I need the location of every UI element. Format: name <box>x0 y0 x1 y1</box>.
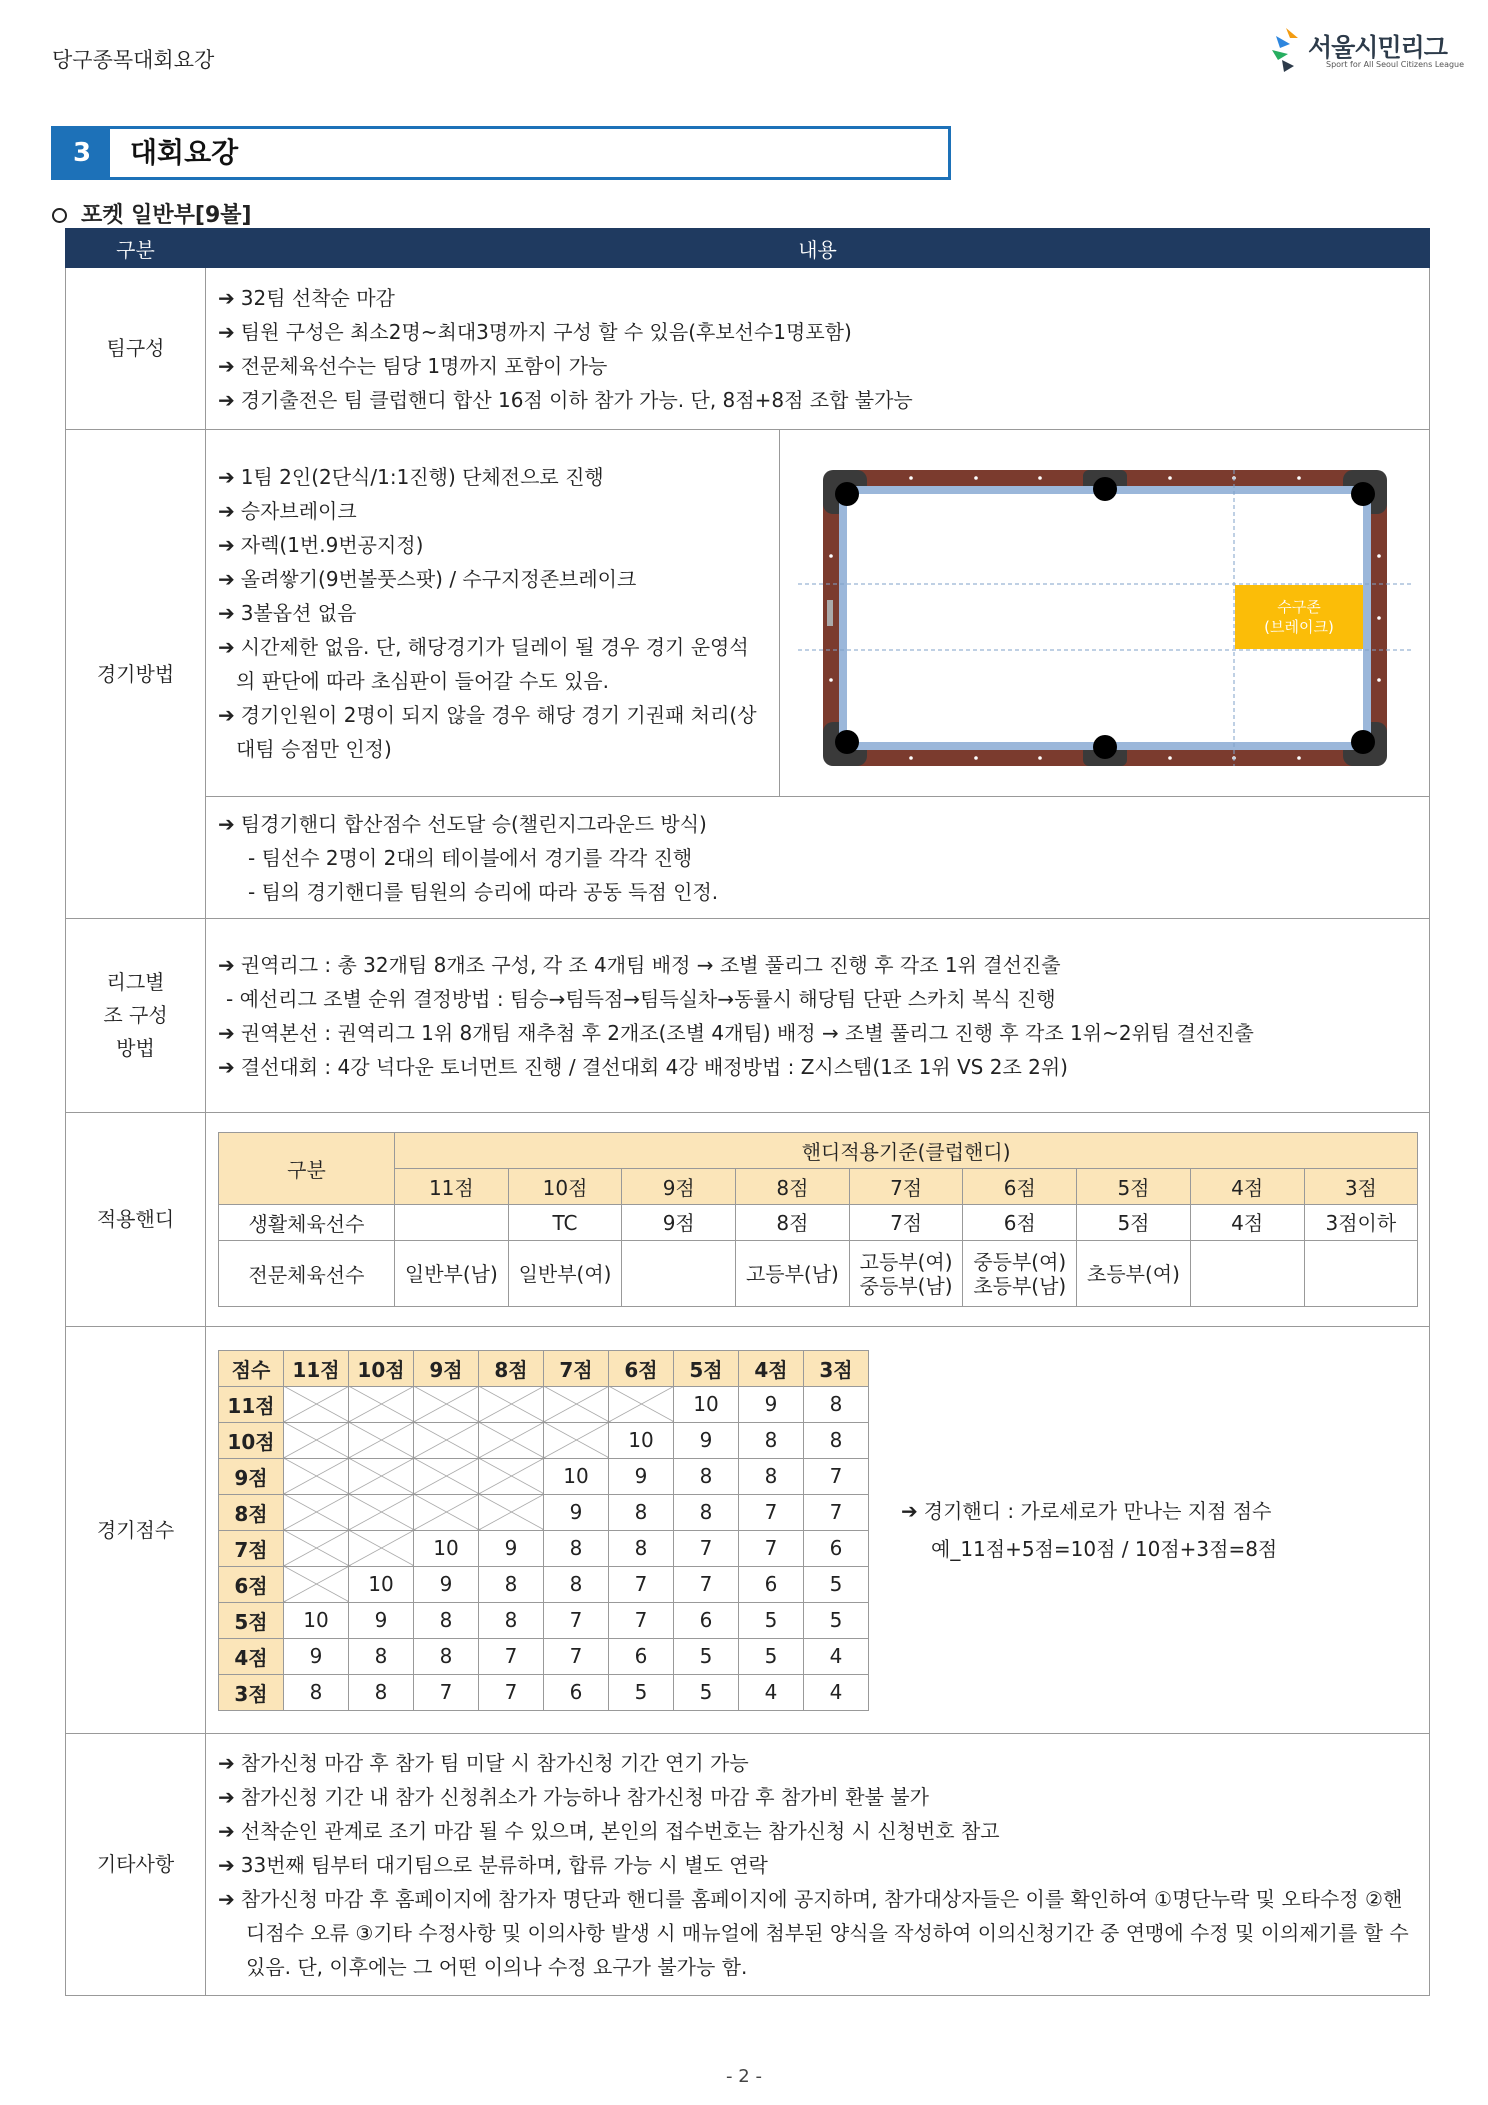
page-number: - 2 - <box>726 2066 762 2087</box>
arrow-icon: ➔ <box>218 567 235 591</box>
score-cell: 5 <box>674 1674 739 1710</box>
score-cell-na <box>479 1458 544 1494</box>
arrow-icon: ➔ <box>218 811 235 836</box>
row-league <box>66 919 1430 1113</box>
score-row <box>219 1674 869 1710</box>
handicap-cell: 8점 <box>736 1205 850 1241</box>
score-cell-na <box>479 1494 544 1530</box>
arrow-icon: ➔ <box>218 465 235 489</box>
score-cell-na <box>284 1422 349 1458</box>
diamond <box>1297 476 1301 480</box>
method-extra-list <box>218 807 1429 909</box>
category-etc: 기타사항 <box>66 1734 206 1996</box>
score-cell-na <box>609 1386 674 1422</box>
arrow-icon: ➔ <box>218 601 235 625</box>
score-cell: 9 <box>544 1494 609 1530</box>
pocket-tr <box>1351 482 1375 506</box>
handicap-row-label: 생활체육선수 <box>219 1205 395 1241</box>
diamond <box>1038 756 1042 760</box>
section-number: 3 <box>54 129 110 177</box>
list-item: ➔ 승자브레이크 <box>218 499 357 523</box>
list-item: ➔ 팀원 구성은 최소2명~최대3명까지 구성 할 수 있음(후보선수1명포함) <box>218 319 852 344</box>
score-cell: 8 <box>349 1674 414 1710</box>
document-header-title: 당구종목대회요강 <box>52 48 215 72</box>
header-category: 구분 <box>66 229 206 268</box>
handicap-cell: 3점이하 <box>1304 1205 1418 1241</box>
score-row <box>219 1566 869 1602</box>
score-row-header: 6점 <box>219 1566 284 1602</box>
score-cell-na <box>349 1458 414 1494</box>
score-cell: 10 <box>674 1386 739 1422</box>
handicap-cell <box>1190 1241 1304 1307</box>
score-row-header: 7점 <box>219 1530 284 1566</box>
league-list <box>218 948 1429 1084</box>
diamond <box>1168 476 1172 480</box>
diamond <box>1377 616 1381 620</box>
handicap-row-amateur <box>219 1205 1418 1241</box>
score-cell: 7 <box>804 1494 869 1530</box>
score-cell-na <box>479 1386 544 1422</box>
row-method-extra <box>66 797 1430 919</box>
rail-label <box>827 600 833 626</box>
logo-text: 서울시민리그 <box>1308 33 1447 62</box>
category-method: 경기방법 <box>66 430 206 919</box>
score-cell-na <box>284 1386 349 1422</box>
score-note-rule: 경기핸디 : 가로세로가 만나는 지점 점수 <box>923 1499 1272 1523</box>
arrow-icon: ➔ <box>218 952 235 977</box>
handicap-score-header: 7점 <box>849 1169 963 1205</box>
list-item: ➔ 시간제한 없음. 단, 해당경기가 딜레이 될 경우 경기 운영석의 판단에 따라 초심판이 들어갈 수도 있음. <box>218 635 749 693</box>
score-cell-na <box>284 1494 349 1530</box>
handicap-score-header: 5점 <box>1077 1169 1191 1205</box>
score-cell: 8 <box>544 1566 609 1602</box>
score-cell: 10 <box>609 1422 674 1458</box>
score-cell: 9 <box>674 1422 739 1458</box>
row-handicap <box>66 1113 1430 1327</box>
diamond <box>1377 678 1381 682</box>
diamond <box>909 476 913 480</box>
pocket-tm <box>1093 477 1117 501</box>
handicap-cell: 초등부(여) <box>1077 1241 1191 1307</box>
list-item: ➔ 32팀 선착순 마감 <box>218 285 395 310</box>
score-row <box>219 1422 869 1458</box>
score-cell: 4 <box>739 1674 804 1710</box>
score-cell: 6 <box>739 1566 804 1602</box>
score-cell: 9 <box>479 1530 544 1566</box>
arrow-icon: ➔ <box>218 285 235 310</box>
pocket-bl <box>835 730 859 754</box>
handicap-corner: 구분 <box>219 1133 395 1205</box>
score-corner: 점수 <box>219 1350 284 1386</box>
diamond <box>974 476 978 480</box>
score-cell-na <box>544 1386 609 1422</box>
rules-table <box>65 228 1430 1996</box>
score-cell-na <box>414 1458 479 1494</box>
score-cell: 5 <box>674 1638 739 1674</box>
score-row-header: 10점 <box>219 1422 284 1458</box>
score-cell: 8 <box>609 1494 674 1530</box>
score-col-header: 8점 <box>479 1350 544 1386</box>
score-col-header: 6점 <box>609 1350 674 1386</box>
score-cell: 5 <box>609 1674 674 1710</box>
handicap-cell <box>622 1241 736 1307</box>
score-cell: 9 <box>739 1386 804 1422</box>
score-col-header: 11점 <box>284 1350 349 1386</box>
arrow-icon: ➔ <box>218 1054 235 1079</box>
score-cell: 8 <box>804 1422 869 1458</box>
score-cell: 8 <box>674 1458 739 1494</box>
row-etc <box>66 1734 1430 1996</box>
arrow-icon: ➔ <box>901 1499 918 1523</box>
score-cell: 5 <box>804 1566 869 1602</box>
diamond <box>1038 476 1042 480</box>
score-cell: 8 <box>674 1494 739 1530</box>
score-cell: 8 <box>284 1674 349 1710</box>
score-cell: 8 <box>804 1386 869 1422</box>
score-cell: 8 <box>479 1602 544 1638</box>
score-cell: 10 <box>349 1566 414 1602</box>
diamond <box>1297 756 1301 760</box>
score-row <box>219 1638 869 1674</box>
league-logo <box>1268 26 1465 74</box>
list-item: ➔ 결선대회 : 4강 넉다운 토너먼트 진행 / 결선대회 4강 배정방법 : Z시스템(1조 1위 VS 2조 2위) <box>218 1054 1068 1079</box>
score-cell-na <box>349 1494 414 1530</box>
section-title: 대회요강 <box>130 136 239 169</box>
score-cell: 6 <box>674 1602 739 1638</box>
arrow-icon: ➔ <box>218 353 235 378</box>
list-item: - 예선리그 조별 순위 결정방법 : 팀승→팀득점→팀득실차→동률시 해당팀 단판 스카치 복식 진행 <box>226 986 1056 1011</box>
handicap-cell: 7점 <box>849 1205 963 1241</box>
logo-subtitle: Sport for All Seoul Citizens League <box>1326 60 1465 69</box>
score-cell: 7 <box>804 1458 869 1494</box>
handicap-cell: 5점 <box>1077 1205 1191 1241</box>
score-col-header: 9점 <box>414 1350 479 1386</box>
break-zone-label-2: (브레이크) <box>1264 618 1334 636</box>
arrow-icon: ➔ <box>218 703 235 727</box>
handicap-table <box>218 1132 1418 1307</box>
row-team <box>66 268 1430 430</box>
score-cell-na <box>544 1422 609 1458</box>
team-list <box>218 281 1429 417</box>
score-cell: 8 <box>349 1638 414 1674</box>
list-item: ➔ 참가신청 마감 후 홈페이지에 참가자 명단과 핸디를 홈페이지에 공지하며, 참가대상자들은 이를 확인하여 ①명단누락 및 오타수정 ②핸디점수 오류 ③기타 수정사항 및 이의사항 발생 시 매뉴얼에 첨부된 양식을 작성하여 이의신청기간 중 연맹에 수정 및 이의제기를 할 수 있음. 단, 이후에는 그 어떤 이의나 수정 요구가 불가능 함. <box>218 1886 1409 1979</box>
score-row <box>219 1386 869 1422</box>
score-row-header: 3점 <box>219 1674 284 1710</box>
list-item: ➔ 자렉(1번.9번공지정) <box>218 533 424 557</box>
score-cell-na <box>284 1530 349 1566</box>
handicap-row-label: 전문체육선수 <box>219 1241 395 1307</box>
category-team: 팀구성 <box>66 268 206 430</box>
score-matrix <box>218 1350 869 1711</box>
handicap-cell: 6점 <box>963 1205 1077 1241</box>
handicap-score-header: 8점 <box>736 1169 850 1205</box>
score-cell: 6 <box>544 1674 609 1710</box>
score-cell: 7 <box>479 1638 544 1674</box>
score-cell: 6 <box>804 1530 869 1566</box>
score-cell: 7 <box>544 1602 609 1638</box>
score-cell-na <box>414 1386 479 1422</box>
score-cell: 7 <box>609 1566 674 1602</box>
score-cell: 9 <box>284 1638 349 1674</box>
score-cell: 10 <box>284 1602 349 1638</box>
score-cell-na <box>284 1566 349 1602</box>
diamond <box>1377 554 1381 558</box>
score-cell: 8 <box>609 1530 674 1566</box>
etc-list <box>218 1746 1421 1984</box>
arrow-icon: ➔ <box>218 1852 235 1877</box>
score-cell: 8 <box>414 1602 479 1638</box>
handicap-cell: 4점 <box>1190 1205 1304 1241</box>
arrow-icon: ➔ <box>218 319 235 344</box>
handicap-score-header: 9점 <box>622 1169 736 1205</box>
score-cell: 7 <box>414 1674 479 1710</box>
score-cell: 9 <box>349 1602 414 1638</box>
diamond <box>974 756 978 760</box>
header-content: 내용 <box>206 229 1430 268</box>
score-col-header: 4점 <box>739 1350 804 1386</box>
score-cell: 5 <box>739 1602 804 1638</box>
score-cell-na <box>284 1458 349 1494</box>
handicap-cell <box>1304 1241 1418 1307</box>
list-item: - 팀의 경기핸디를 팀원의 승리에 따라 공동 득점 인정. <box>248 879 719 904</box>
score-row-header: 8점 <box>219 1494 284 1530</box>
score-cell-na <box>414 1422 479 1458</box>
list-item: - 팀선수 2명이 2대의 테이블에서 경기를 각각 진행 <box>248 845 693 870</box>
handicap-cell: 중등부(여) 초등부(남) <box>963 1241 1077 1307</box>
category-handicap: 적용핸디 <box>66 1113 206 1327</box>
score-cell: 7 <box>674 1566 739 1602</box>
handicap-cell: 일반부(여) <box>508 1241 622 1307</box>
pool-table-diagram <box>780 430 1430 796</box>
score-cell-na <box>479 1422 544 1458</box>
arrow-icon: ➔ <box>218 1750 235 1775</box>
category-league: 리그별 조 구성 방법 <box>66 919 206 1113</box>
handicap-score-header: 10점 <box>508 1169 622 1205</box>
score-cell: 6 <box>609 1638 674 1674</box>
score-cell: 4 <box>804 1638 869 1674</box>
score-cell: 8 <box>739 1422 804 1458</box>
score-cell: 8 <box>739 1458 804 1494</box>
score-row <box>219 1494 869 1530</box>
handicap-cell <box>395 1205 509 1241</box>
score-cell: 7 <box>609 1602 674 1638</box>
sub-heading-text: 포켓 일반부[9볼] <box>81 203 252 228</box>
diamond <box>909 756 913 760</box>
row-scoring <box>66 1327 1430 1734</box>
score-row-header: 4점 <box>219 1638 284 1674</box>
handicap-score-header: 11점 <box>395 1169 509 1205</box>
list-item: ➔ 참가신청 마감 후 참가 팀 미달 시 참가신청 기간 연기 가능 <box>218 1750 749 1775</box>
score-row <box>219 1602 869 1638</box>
score-row-header: 5점 <box>219 1602 284 1638</box>
score-cell: 8 <box>414 1638 479 1674</box>
list-item: ➔ 경기인원이 2명이 되지 않을 경우 해당 경기 기권패 처리(상대팀 승점만 인정) <box>218 703 757 761</box>
handicap-score-header: 4점 <box>1190 1169 1304 1205</box>
pocket-br <box>1351 730 1375 754</box>
handicap-cell: TC <box>508 1205 622 1241</box>
arrow-icon: ➔ <box>218 387 235 412</box>
pocket-tl <box>835 482 859 506</box>
score-cell: 8 <box>479 1566 544 1602</box>
score-cell: 9 <box>609 1458 674 1494</box>
handicap-cell: 9점 <box>622 1205 736 1241</box>
score-col-header: 7점 <box>544 1350 609 1386</box>
score-cell: 7 <box>739 1494 804 1530</box>
score-note <box>901 1492 1277 1568</box>
diamond <box>829 678 833 682</box>
handicap-row-pro <box>219 1241 1418 1307</box>
arrow-icon: ➔ <box>218 1020 235 1045</box>
score-row-header: 11점 <box>219 1386 284 1422</box>
score-cell: 7 <box>544 1638 609 1674</box>
score-note-example: 예_11점+5점=10점 / 10점+3점=8점 <box>931 1537 1278 1561</box>
score-cell-na <box>414 1494 479 1530</box>
score-cell: 7 <box>739 1530 804 1566</box>
score-cell: 5 <box>804 1602 869 1638</box>
handicap-score-row <box>219 1169 1418 1205</box>
score-cell: 8 <box>544 1530 609 1566</box>
break-zone-label-1: 수구존 <box>1277 598 1321 616</box>
method-list <box>218 460 767 766</box>
list-item: ➔ 33번째 팀부터 대기팀으로 분류하며, 합류 가능 시 별도 연락 <box>218 1852 768 1877</box>
handicap-score-header: 6점 <box>963 1169 1077 1205</box>
score-col-header: 3점 <box>804 1350 869 1386</box>
score-col-header: 10점 <box>349 1350 414 1386</box>
circle-bullet-icon <box>52 208 67 223</box>
list-item: ➔ 올려쌓기(9번볼풋스팟) / 수구지정존브레이크 <box>218 567 637 591</box>
handicap-title: 핸디적용기준(클럽핸디) <box>395 1133 1418 1169</box>
score-cell-na <box>349 1386 414 1422</box>
handicap-score-header: 3점 <box>1304 1169 1418 1205</box>
list-item: ➔ 경기출전은 팀 클럽핸디 합산 16점 이하 참가 가능. 단, 8점+8점 조합 불가능 <box>218 387 913 412</box>
pocket-bm <box>1093 735 1117 759</box>
list-item: ➔ 전문체육선수는 팀당 1명까지 포함이 가능 <box>218 353 608 378</box>
score-cell: 7 <box>674 1530 739 1566</box>
score-cell: 5 <box>739 1638 804 1674</box>
arrow-icon: ➔ <box>218 533 235 557</box>
score-cell: 10 <box>414 1530 479 1566</box>
logo-mark-icon <box>1268 26 1302 74</box>
score-col-header: 5점 <box>674 1350 739 1386</box>
arrow-icon: ➔ <box>218 1818 235 1843</box>
arrow-icon: ➔ <box>218 635 235 659</box>
section-title-box <box>51 126 951 180</box>
score-cell: 9 <box>414 1566 479 1602</box>
list-item: ➔ 3볼옵션 없음 <box>218 601 357 625</box>
diamond <box>1168 756 1172 760</box>
handicap-cell: 고등부(여) 중등부(남) <box>849 1241 963 1307</box>
score-row <box>219 1530 869 1566</box>
list-item: ➔ 권역본선 : 권역리그 1위 8개팀 재추첨 후 2개조(조별 4개팀) 배정 → 조별 풀리그 진행 후 각조 1위~2위팀 결선진출 <box>218 1020 1254 1045</box>
row-method <box>66 430 1430 797</box>
score-cell-na <box>349 1530 414 1566</box>
handicap-cell: 고등부(남) <box>736 1241 850 1307</box>
sub-heading <box>52 198 252 229</box>
score-cell-na <box>349 1422 414 1458</box>
list-item: ➔ 팀경기핸디 합산점수 선도달 승(챌린지그라운드 방식) <box>218 811 707 836</box>
break-zone <box>1235 585 1363 649</box>
arrow-icon: ➔ <box>218 499 235 523</box>
score-cell: 4 <box>804 1674 869 1710</box>
list-item: ➔ 선착순인 관계로 조기 마감 될 수 있으며, 본인의 접수번호는 참가신청 시 신청번호 참고 <box>218 1818 1000 1843</box>
score-cell: 7 <box>479 1674 544 1710</box>
category-scoring: 경기점수 <box>66 1327 206 1734</box>
score-row <box>219 1458 869 1494</box>
arrow-icon: ➔ <box>218 1886 235 1911</box>
list-item: ➔ 권역리그 : 총 32개팀 8개조 구성, 각 조 4개팀 배정 → 조별 풀리그 진행 후 각조 1위 결선진출 <box>218 952 1061 977</box>
handicap-cell: 일반부(남) <box>395 1241 509 1307</box>
arrow-icon: ➔ <box>218 1784 235 1809</box>
list-item: ➔ 1팀 2인(2단식/1:1진행) 단체전으로 진행 <box>218 465 604 489</box>
score-row-header: 9점 <box>219 1458 284 1494</box>
diamond <box>829 554 833 558</box>
score-cell: 10 <box>544 1458 609 1494</box>
list-item: ➔ 참가신청 기간 내 참가 신청취소가 가능하나 참가신청 마감 후 참가비 환불 불가 <box>218 1784 929 1809</box>
